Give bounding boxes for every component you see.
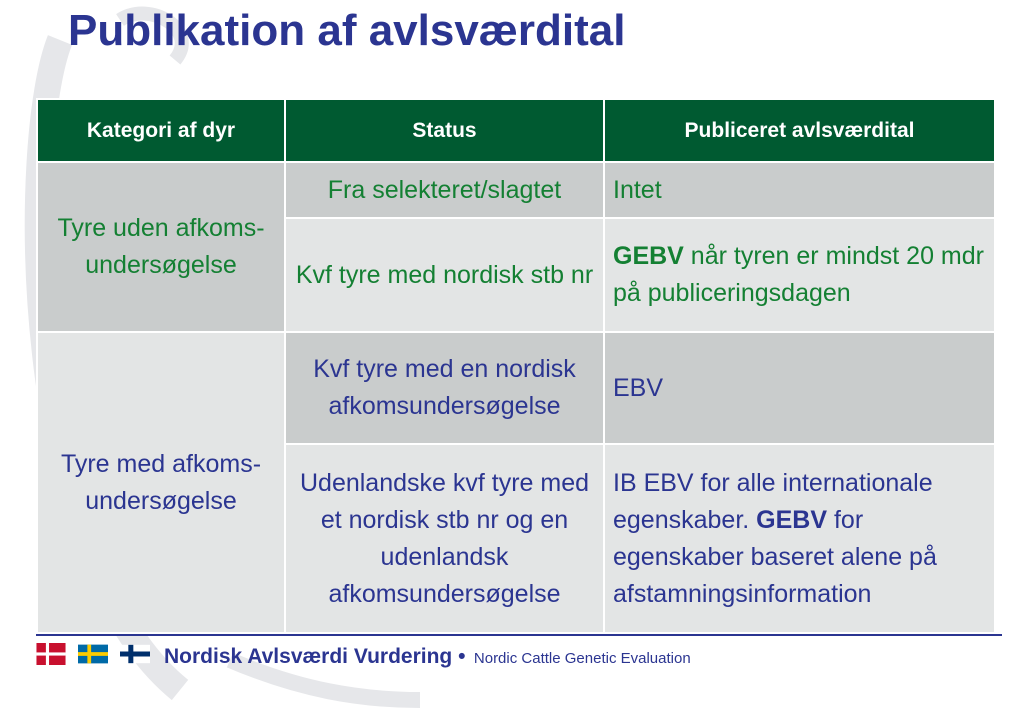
header-published-value: Publiceret avlsværdital [604, 99, 995, 162]
value-cell [604, 444, 995, 633]
publication-table [36, 98, 996, 634]
value-bold: GEBV [613, 242, 684, 270]
footer-divider [36, 634, 1002, 636]
status-cell: Fra selekteret/slagtet [285, 162, 604, 218]
value-prefix: IB EBV for alle internationale egenskaber. [613, 468, 933, 534]
status-cell: Kvf tyre med nordisk stb nr [285, 218, 604, 332]
value-prefix: EBV [613, 373, 664, 402]
value-cell [604, 162, 995, 218]
flag-group [36, 643, 150, 665]
footer-main-text: Nordisk Avlsværdi Vurdering • [164, 645, 466, 668]
value-text: for egenskaber baseret alene på afstamningsinformation [613, 505, 937, 608]
table-header-row [37, 99, 995, 162]
table-row [37, 162, 995, 218]
value-bold: GEBV [756, 505, 828, 534]
value-text: når tyren er mindst 20 mdr på publiceringsdagen [613, 242, 984, 307]
table-row [37, 332, 995, 444]
denmark-flag-icon [36, 643, 66, 665]
footer [164, 645, 691, 669]
value-cell [604, 218, 995, 332]
page-title: Publikation af avlsværdital [68, 6, 626, 55]
category-cell: Tyre uden afkoms-undersøgelse [37, 162, 285, 332]
value-cell [604, 332, 995, 444]
status-cell: Udenlandske kvf tyre med et nordisk stb nr og en udenlandsk afkomsundersøgelse [285, 444, 604, 633]
footer-sub-text: Nordic Cattle Genetic Evaluation [473, 650, 691, 667]
value-text: Intet [613, 175, 662, 204]
header-status: Status [285, 99, 604, 162]
category-cell: Tyre med afkoms-undersøgelse [37, 332, 285, 633]
finland-flag-icon [120, 643, 150, 665]
status-cell: Kvf tyre med en nordisk afkomsundersøgelse [285, 332, 604, 444]
sweden-flag-icon [78, 643, 108, 665]
header-category: Kategori af dyr [37, 99, 285, 162]
